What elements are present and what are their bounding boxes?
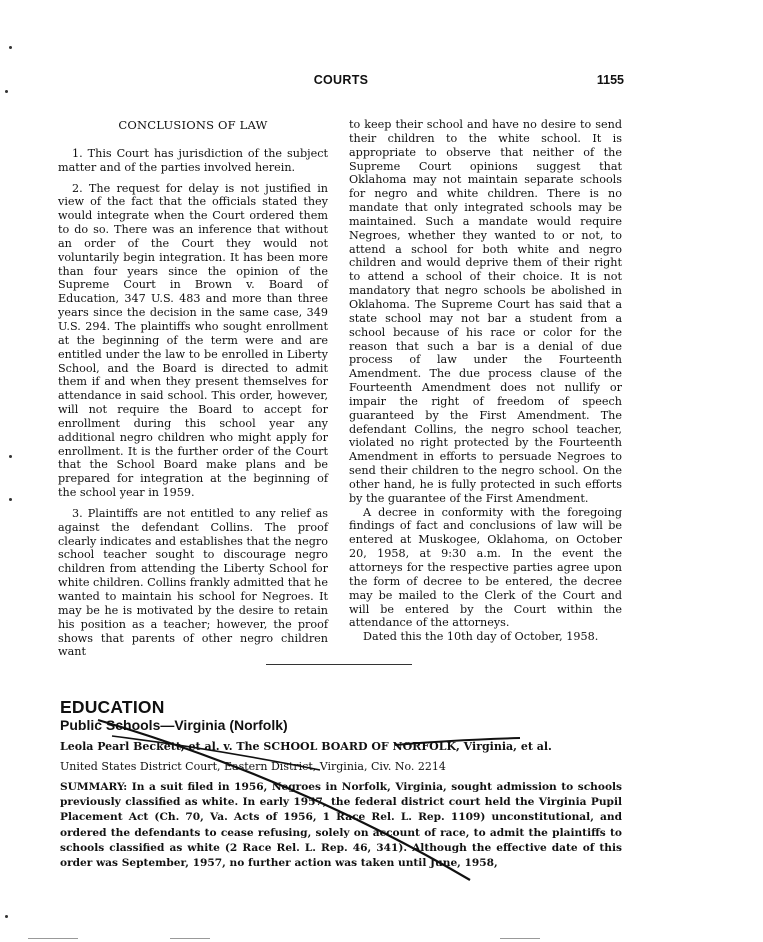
left-column [58, 118, 328, 666]
right-column [349, 118, 622, 651]
section-subtitle: Public Schools—Virginia (Norfolk) [60, 717, 288, 733]
case-caption: Leola Pearl Beckett, et al. v. The SCHOOL BOARD OF NORFOLK, Virginia, et al. [60, 740, 552, 753]
court-line: United States District Court, Eastern District, Virginia, Civ. No. 2214 [60, 760, 446, 773]
scan-edge-line [170, 938, 210, 939]
scan-speck [9, 498, 12, 501]
section-divider [266, 664, 412, 665]
continued-paragraph: to keep their school and have no desire to send their children to the white school. It is appropriate to observe that neither of the Supreme Court opinions suggest that Oklahoma may not maintain separate schools for negro and white children. There is no mandate that only integrated schools may be maintained. Such a mandate would require Negroes, whether they wanted to or not, to attend a school for both white and negro children and would deprive them of their right to attend a school of their choice. It is not mandatory that negro schools be abolished in Oklahoma. The Supreme Court has said that a state school may not bar a student from a school because of his race or color for the reason that such a bar is a denial of due process of law under the Fourteenth Amendment. The due process clause of the Fourteenth Amendment does not nullify or impair the right of freedom of speech guaranteed by the First Amendment. The defendant Collins, the negro school teacher, violated no right protected by the Fourteenth Amendment in efforts to persuade Negroes to send their children to the negro school. On the other hand, he is fully protected in such efforts by the guarantee of the First Amendment. [349, 118, 622, 505]
scan-speck [9, 455, 12, 458]
section-heading-conclusions: CONCLUSIONS OF LAW [118, 118, 268, 132]
summary-text: In a suit filed in 1956, Negroes in Norfolk, Virginia, sought admission to schools previously classified as white. In early 1957, the federal district court held the Virginia Pupil Placement Act (Ch. 70, Va. Acts of 1956, 1 Race Rel. L. Rep. 1109) unconstitutional, and ordered the defendants to cease refusing, solely on account of race, to admit the plaintiffs to schools classified as white (2 Race Rel. L. Rep. 46, 341). Although the effective date of this order was September, 1957, no further action was taken until June, 1958, [60, 781, 622, 870]
conclusion-paragraph-3: 3. Plaintiffs are not entitled to any relief as against the defendant Collins. The proof clearly indicates and establishes that the negro school teacher sought to discourage negro children from attending the Liberty School for white children. Collins frankly admitted that he wanted to maintain his school for Negroes. It may be he is motivated by the desire to retain his position as a teacher; however, the proof shows that parents of other negro children want [58, 506, 328, 659]
page-number: 1155 [596, 73, 624, 87]
conclusion-paragraph-2: 2. The request for delay is not justified in view of the fact that the officials stated they would integrate when the Court ordered them to do so. There was an inference that without an order of the Court they would not voluntarily begin integration. It has been more than four years since the opinion of the Supreme Court in Brown v. Board of Education, 347 U.S. 483 and more than three years since the decision in the same case, 349 U.S. 294. The plaintiffs who sought enrollment at the beginning of the term were and are entitled under the law to be enrolled in Liberty School, and the Board is directed to admit them if and when they present themselves for attendance in said school. This order, however, will not require the Board to accept for enrollment during this school year any additional negro children who might apply for enrollment. It is the further order of the Court that the School Board make plans and be prepared for integration at the beginning of the school year in 1959. [58, 181, 328, 500]
section-title: EDUCATION [60, 697, 165, 717]
scan-speck [9, 46, 12, 49]
decree-paragraph: A decree in conformity with the foregoing findings of fact and conclusions of law will be entered at Muskogee, Oklahoma, on October 20, 1958, at 9:30 a.m. In the event the attorneys for the respective parties agree upon the form of decree to be entered, the decree may be mailed to the Clerk of the Court and will be entered by the Court within the attendance of the attorneys. [349, 505, 622, 630]
scan-edge-line [28, 938, 78, 939]
scan-edge-line [500, 938, 540, 939]
conclusion-paragraph-1: 1. This Court has jurisdiction of the subject matter and of the parties involved herein. [58, 146, 328, 174]
case-summary [60, 780, 622, 871]
dated-line: Dated this the 10th day of October, 1958. [363, 630, 599, 644]
summary-label: SUMMARY: [60, 781, 128, 793]
scan-speck [5, 915, 8, 918]
scan-speck [5, 90, 8, 93]
running-header-title: COURTS [313, 73, 369, 87]
